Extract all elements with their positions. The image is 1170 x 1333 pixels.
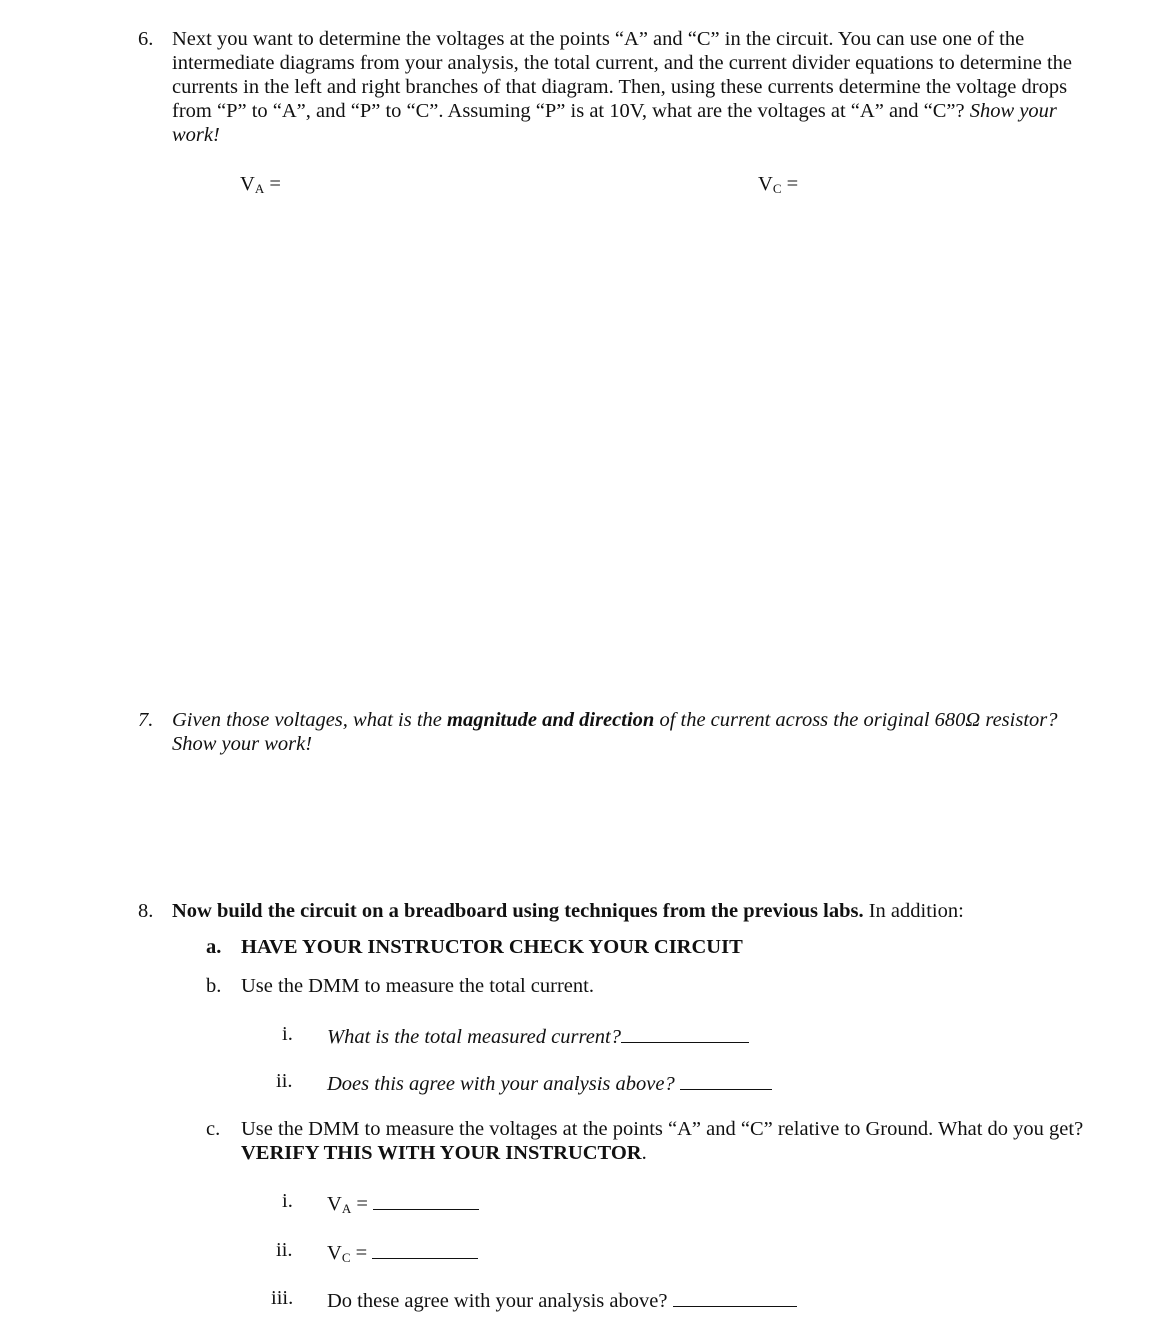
item-8c-iii-marker: iii. bbox=[271, 1287, 294, 1309]
measured-va-sub: A bbox=[341, 1201, 352, 1216]
item-8b-text: Use the DMM to measure the total current. bbox=[241, 975, 594, 997]
vc-label-sub: C bbox=[772, 181, 782, 196]
question-6-text bbox=[172, 27, 1107, 147]
question-7-show-work: Show your work! bbox=[172, 733, 313, 755]
vc-label-main: V bbox=[758, 173, 773, 195]
item-8c-i-row bbox=[327, 1189, 479, 1221]
item-8b-ii-row bbox=[327, 1069, 772, 1096]
item-8b-i-row bbox=[327, 1022, 749, 1049]
va-label-main: V bbox=[240, 173, 255, 195]
measured-vc-sub: C bbox=[341, 1250, 351, 1265]
question-8-in-addition: In addition: bbox=[863, 900, 964, 922]
item-8b-marker: b. bbox=[206, 975, 222, 997]
va-label-eq: = bbox=[264, 173, 281, 195]
question-8-instruction: Now build the circuit on a breadboard using techniques from the previous labs. bbox=[172, 900, 864, 922]
question-7-number: 7. bbox=[138, 709, 154, 731]
item-8c-period: . bbox=[641, 1142, 647, 1164]
question-6-number: 6. bbox=[138, 28, 154, 50]
measured-va-eq: = bbox=[351, 1193, 374, 1215]
question-8-number: 8. bbox=[138, 900, 154, 922]
question-8-text bbox=[172, 899, 1072, 923]
question-7-line-1 bbox=[172, 708, 1122, 732]
item-8c-ii-marker: ii. bbox=[276, 1239, 293, 1261]
total-current-answer-blank[interactable] bbox=[621, 1022, 749, 1043]
item-8c-i-marker: i. bbox=[282, 1190, 293, 1212]
question-7-emphasis: magnitude and direction bbox=[447, 709, 655, 731]
va-answer-label bbox=[240, 172, 281, 201]
question-7-prompt-start: Given those voltages, what is the bbox=[172, 709, 447, 731]
item-8c-ii-row bbox=[327, 1238, 478, 1270]
item-8c-iii-question: Do these agree with your analysis above? bbox=[327, 1290, 673, 1312]
item-8a-text: HAVE YOUR INSTRUCTOR CHECK YOUR CIRCUIT bbox=[241, 936, 743, 958]
measured-vc-main: V bbox=[327, 1242, 342, 1264]
measured-va-main: V bbox=[327, 1193, 342, 1215]
item-8b-i-marker: i. bbox=[282, 1023, 293, 1045]
question-6-show-work: Show your work! bbox=[172, 100, 1057, 146]
item-8c-text bbox=[241, 1117, 1091, 1165]
question-7-prompt-end: of the current across the original 680Ω resistor? bbox=[654, 709, 1058, 731]
item-8c-marker: c. bbox=[206, 1118, 221, 1140]
item-8b-i-question: What is the total measured current? bbox=[327, 1026, 621, 1048]
vc-answer-label bbox=[758, 172, 798, 201]
final-agreement-answer-blank[interactable] bbox=[673, 1286, 797, 1307]
measured-vc-answer-blank[interactable] bbox=[372, 1238, 478, 1259]
item-8b-ii-question: Does this agree with your analysis above? bbox=[327, 1073, 680, 1095]
measured-va-answer-blank[interactable] bbox=[373, 1189, 479, 1210]
measured-vc-eq: = bbox=[350, 1242, 373, 1264]
item-8c-instruction: Use the DMM to measure the voltages at the points “A” and “C” relative to Ground. What do you get? bbox=[241, 1118, 1084, 1140]
va-label-sub: A bbox=[254, 181, 265, 196]
item-8c-iii-row bbox=[327, 1286, 797, 1313]
agreement-answer-blank[interactable] bbox=[680, 1069, 772, 1090]
question-6-prompt: Next you want to determine the voltages at the points “A” and “C” in the circuit. You can use one of the intermediate diagrams from your analysis, the total current, and the current divider equations to determine the currents in the left and right branches of that diagram. Then, using these currents determine the voltage drops from “P” to “A”, and “P” to “C”. Assuming “P” is at 10V, what are the voltages at “A” and “C”? bbox=[172, 28, 1072, 122]
item-8b-ii-marker: ii. bbox=[276, 1070, 293, 1092]
item-8a-marker: a. bbox=[206, 936, 222, 958]
item-8c-verify: VERIFY THIS WITH YOUR INSTRUCTOR bbox=[241, 1142, 642, 1164]
question-7-text bbox=[172, 708, 1122, 756]
vc-label-eq: = bbox=[781, 173, 799, 195]
